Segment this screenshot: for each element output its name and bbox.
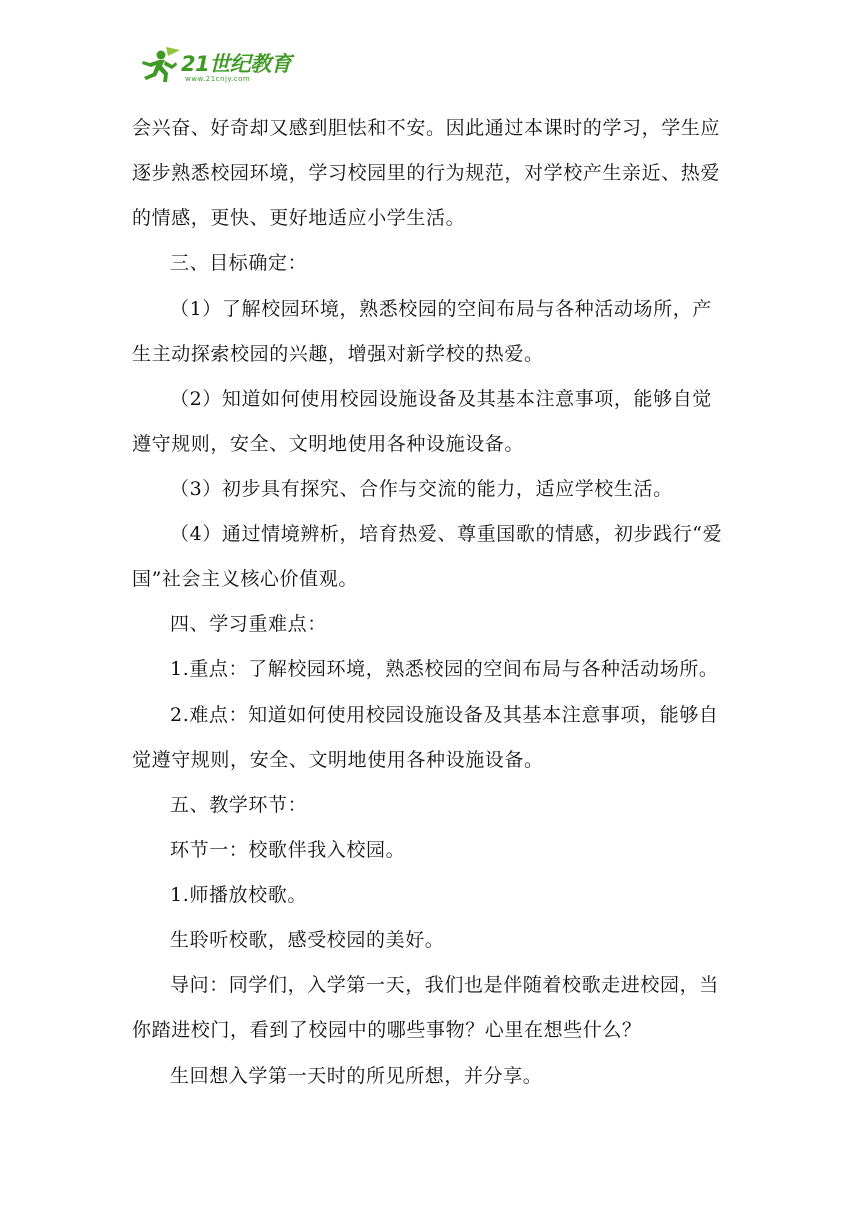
paragraph-line: （2）知道如何使用校园设施设备及其基本注意事项，能够自觉 — [170, 388, 712, 410]
paragraph-line: （3）初步具有探究、合作与交流的能力，适应学校生活。 — [170, 478, 673, 500]
paragraph-line: 导问：同学们，入学第一天，我们也是伴随着校歌走进校园，当 — [170, 974, 719, 996]
paragraph-line: 国”社会主义核心价值观。 — [132, 568, 358, 590]
paragraph-line: 的情感，更快、更好地适应小学生活。 — [132, 207, 466, 229]
paragraph-line: 生聆听校歌，感受校园的美好。 — [170, 929, 445, 951]
paragraph-line: 1.师播放校歌。 — [170, 884, 307, 906]
section-heading: 五、教学环节： — [170, 794, 308, 816]
section-heading: 三、目标确定： — [170, 252, 308, 274]
paragraph-line: （4）通过情境辨析，培育热爱、尊重国歌的情感，初步践行“爱 — [170, 523, 723, 545]
paragraph-line: 生主动探索校园的兴趣，增强对新学校的热爱。 — [132, 343, 544, 365]
paragraph-line: 觉遵守规则，安全、文明地使用各种设施设备。 — [132, 749, 544, 771]
logo-text: 21世纪教育 — [181, 52, 292, 76]
paragraph-line: 环节一：校歌伴我入校园。 — [170, 839, 406, 861]
paragraph-line: 2.难点：知道如何使用校园设施设备及其基本注意事项，能够自 — [170, 704, 719, 726]
logo-url: www.21cnjy.com — [185, 75, 251, 83]
paragraph-line: 生回想入学第一天时的所见所想，并分享。 — [170, 1065, 543, 1087]
paragraph-line: 1.重点：了解校园环境，熟悉校园的空间布局与各种活动场所。 — [170, 658, 719, 680]
paragraph-line: 你踏进校门，看到了校园中的哪些事物？心里在想些什么？ — [132, 1019, 642, 1041]
paragraph-line: 会兴奋、好奇却又感到胆怯和不安。因此通过本课时的学习，学生应 — [132, 117, 721, 139]
brand-logo — [138, 44, 318, 90]
paragraph-line: 逐步熟悉校园环境，学习校园里的行为规范，对学校产生亲近、热爱 — [132, 162, 721, 184]
paragraph-line: 遵守规则，安全、文明地使用各种设施设备。 — [132, 433, 525, 455]
section-heading: 四、学习重难点： — [170, 613, 327, 635]
paragraph-line: （1）了解校园环境，熟悉校园的空间布局与各种活动场所，产 — [170, 298, 712, 320]
runner-logo-icon — [138, 44, 184, 84]
